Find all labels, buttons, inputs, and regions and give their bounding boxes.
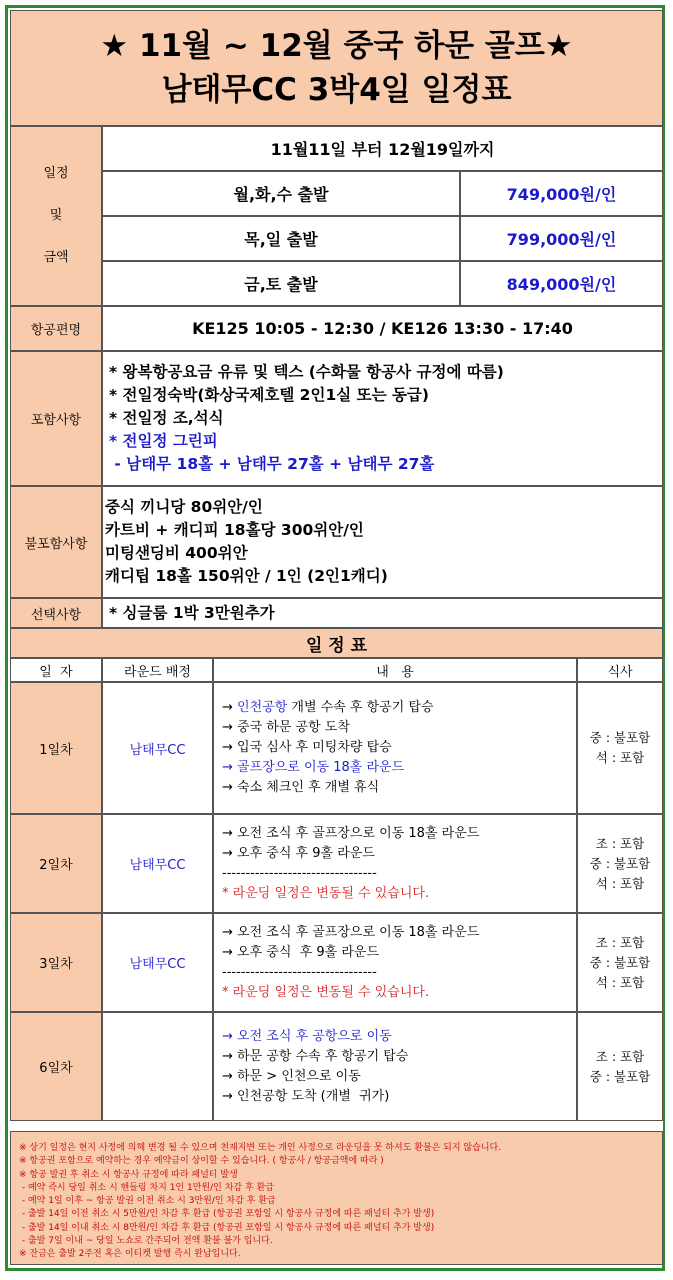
warning-note: * 라운딩 일정은 변동될 수 있습니다. [222, 984, 430, 1000]
departure-days-2: 목,일 출발 [102, 216, 460, 261]
included-item: * 왕복항공요금 유류 및 텍스 (수화물 항공사 규정에 따름) [109, 363, 504, 381]
note-line: - 예약 1일 이후 ~ 항공 발권 이전 취소 시 3만원/인 차감 후 환급 [19, 1196, 276, 1207]
day-2-content [213, 814, 577, 913]
day-3-meals [577, 913, 663, 1012]
included-item: * 전일정 그린피 [109, 432, 218, 450]
warning-note: * 라운딩 일정은 변동될 수 있습니다. [222, 885, 430, 901]
itinerary-heading: 일 정 표 [10, 628, 663, 658]
schedule-line: → 입국 심사 후 미팅차량 탑승 [222, 740, 392, 755]
col-header-day: 일 자 [10, 658, 102, 682]
title-line1: ★ 11월 ~ 12월 중국 하문 골프★ [100, 28, 573, 64]
price-1: 749,000원/인 [460, 171, 663, 216]
note-line: - 출발 14일 이전 취소 시 5만원/인 차감 후 환급 (항공권 포함일 시 항공사 규정에 따른 패널티 추가 발생) [19, 1209, 435, 1220]
departure-days-1: 월,화,수 출발 [102, 171, 460, 216]
schedule-price-label [10, 126, 102, 306]
day-1-label: 1일차 [10, 682, 102, 814]
divider: --------------------------------- [222, 964, 377, 980]
label-line-2: 및 [49, 208, 63, 223]
day-2-round: 남태무CC [102, 814, 213, 913]
note-line: ※ 잔금은 출발 2주전 혹은 이티켓 발행 즉시 완납입니다. [19, 1249, 241, 1260]
note-line: ※ 항공권 포함으로 예약하는 경우 예약금이 상이할 수 있습니다. ( 항공사 / 항공금액에 따라 ) [19, 1156, 384, 1167]
excluded-label: 불포함사항 [10, 486, 102, 598]
schedule-line: → 오후 중식 후 9홀 라운드 [222, 845, 375, 861]
schedule-line: → 오전 조식 후 공항으로 이동 [222, 1028, 392, 1044]
optional-value: * 싱글룸 1박 3만원추가 [102, 598, 663, 628]
included-item: - 남태무 18홀 + 남태무 27홀 + 남태무 27홀 [109, 455, 435, 473]
label-line-3: 금액 [43, 250, 69, 265]
title-line2: 남태무CC 3박4일 일정표 [161, 72, 512, 108]
day-3-round: 남태무CC [102, 913, 213, 1012]
day-3-content [213, 913, 577, 1012]
col-header-round: 라운드 배정 [102, 658, 213, 682]
meal-entry: 조 : 포함 [595, 934, 645, 950]
col-header-content: 내 용 [213, 658, 577, 682]
flight-value: KE125 10:05 - 12:30 / KE126 13:30 - 17:40 [102, 306, 663, 351]
meal-entry: 석 : 포함 [595, 875, 645, 891]
col-header-meals: 식사 [577, 658, 663, 682]
schedule-line: → 오후 중식 후 9홀 라운드 [222, 944, 380, 960]
schedule-line: → 숙소 체크인 후 개별 휴식 [222, 780, 380, 795]
schedule-line: → 인천공항 개별 수속 후 항공기 탑승 [222, 700, 434, 715]
period: 11월11일 부터 12월19일까지 [102, 126, 663, 171]
day-1-content [213, 682, 577, 814]
departure-days-3: 금,토 출발 [102, 261, 460, 306]
note-line: - 출발 7일 이내 ~ 당일 노쇼로 간주되어 전액 환불 불가 입니다. [19, 1236, 273, 1247]
day-6-content [213, 1012, 577, 1121]
price-3: 849,000원/인 [460, 261, 663, 306]
notes-box [10, 1131, 663, 1265]
day-6-label: 6일차 [10, 1012, 102, 1121]
day-3-label: 3일차 [10, 913, 102, 1012]
included-label: 포함사항 [10, 351, 102, 486]
flight-label: 항공편명 [10, 306, 102, 351]
excluded-item: 중식 끼니당 80위안/인 [105, 498, 263, 516]
label-line-1: 일정 [43, 166, 69, 181]
itinerary-sheet [10, 10, 663, 1265]
title-box [10, 10, 663, 126]
schedule-line: → 인천공항 도착 (개별 귀가) [222, 1088, 390, 1104]
meal-entry: 석 : 포함 [595, 974, 645, 990]
schedule-line: → 오전 조식 후 골프장으로 이동 18홀 라운드 [222, 825, 480, 841]
meal-entry: 중 : 불포함 [589, 730, 651, 745]
note-line: - 예약 즉시 당일 취소 시 핸들링 차지 1인 1만원/인 차감 후 환급 [19, 1182, 274, 1193]
meal-entry: 석 : 포함 [595, 750, 645, 765]
price-2: 799,000원/인 [460, 216, 663, 261]
included-item: * 전일정 조,석식 [109, 409, 224, 427]
note-line: ※ 상기 일정은 현지 사정에 의해 변경 될 수 있으며 천재지변 또는 개인 사정으로 라운딩을 못 하셔도 환불은 되지 않습니다. [19, 1143, 502, 1153]
meal-entry: 중 : 불포함 [589, 855, 651, 871]
day-2-label: 2일차 [10, 814, 102, 913]
included-item: * 전일정숙박(화상국제호텔 2인1실 또는 동급) [109, 386, 429, 404]
day-1-meals [577, 682, 663, 814]
schedule-line: → 하문 공항 수속 후 항공기 탑승 [222, 1048, 409, 1064]
excluded-item: 카트비 + 캐디피 18홀당 300위안/인 [105, 521, 364, 539]
day-6-meals [577, 1012, 663, 1121]
schedule-line: → 오전 조식 후 골프장으로 이동 18홀 라운드 [222, 924, 480, 940]
meal-entry: 조 : 포함 [595, 1048, 645, 1064]
day-6-round [102, 1012, 213, 1121]
schedule-line: → 중국 하문 공항 도착 [222, 720, 350, 735]
day-1-round: 남태무CC [102, 682, 213, 814]
note-line: - 출발 14일 이내 취소 시 8만원/인 차감 후 환급 (항공권 포함일 시 항공사 규정에 따른 패널티 추가 발생) [19, 1222, 435, 1233]
day-2-meals [577, 814, 663, 913]
divider: --------------------------------- [222, 865, 377, 881]
excluded-list [102, 486, 663, 598]
included-list [102, 351, 663, 486]
excluded-item: 미팅샌딩비 400위안 [105, 544, 248, 562]
note-line: ※ 항공 발권 후 취소 시 항공사 규정에 따라 패널티 발생 [19, 1169, 238, 1180]
schedule-line: → 하문 > 인천으로 이동 [222, 1068, 361, 1084]
meal-entry: 중 : 불포함 [589, 1068, 651, 1084]
meal-entry: 조 : 포함 [595, 835, 645, 851]
excluded-item: 캐디팁 18홀 150위안 / 1인 (2인1캐디) [105, 567, 388, 585]
schedule-line: → 골프장으로 이동 18홀 라운드 [222, 760, 405, 775]
optional-label: 선택사항 [10, 598, 102, 628]
meal-entry: 중 : 불포함 [589, 954, 651, 970]
